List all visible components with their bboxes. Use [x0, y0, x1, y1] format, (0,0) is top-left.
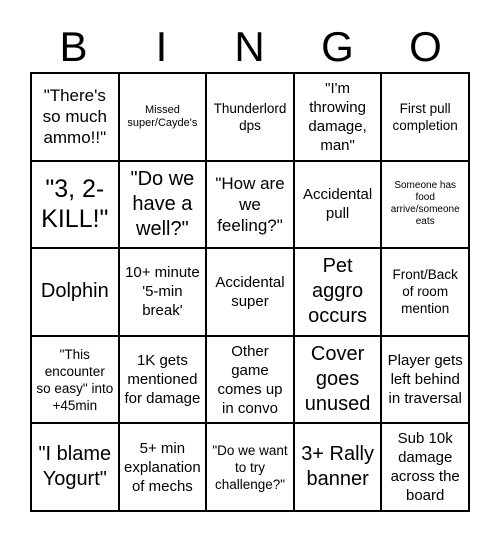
bingo-cell[interactable]: Thunderlord dps: [206, 73, 294, 161]
bingo-cell[interactable]: "There's so much ammo!!": [31, 73, 119, 161]
bingo-cell[interactable]: Cover goes unused: [294, 336, 382, 424]
bingo-cell[interactable]: Accidental pull: [294, 161, 382, 249]
header-letter-g: G: [321, 23, 355, 70]
bingo-cell[interactable]: "This encounter so easy" into +45min: [31, 336, 119, 424]
header-letter-b: B: [59, 23, 89, 70]
bingo-card-grid: [30, 72, 470, 512]
bingo-cell[interactable]: Other game comes up in convo: [206, 336, 294, 424]
bingo-cell[interactable]: Player gets left behind in traversal: [381, 336, 469, 424]
bingo-cell[interactable]: 1K gets mentioned for damage: [119, 336, 207, 424]
header-letter-i: I: [155, 23, 169, 70]
bingo-cell[interactable]: Front/Back of room mention: [381, 248, 469, 336]
bingo-cell[interactable]: "Do we want to try challenge?": [206, 423, 294, 511]
bingo-cell[interactable]: First pull completion: [381, 73, 469, 161]
bingo-cell[interactable]: "3, 2- KILL!": [31, 161, 119, 249]
bingo-header: [30, 22, 472, 72]
bingo-cell[interactable]: Accidental super: [206, 248, 294, 336]
bingo-cell[interactable]: 5+ min explanation of mechs: [119, 423, 207, 511]
bingo-cell[interactable]: "I'm throwing damage, man": [294, 73, 382, 161]
header-letter-n: N: [234, 23, 266, 70]
bingo-cell[interactable]: Missed super/Cayde's: [119, 73, 207, 161]
header-letter-o: O: [409, 23, 443, 70]
bingo-cell[interactable]: Pet aggro occurs: [294, 248, 382, 336]
bingo-cell[interactable]: "Do we have a well?": [119, 161, 207, 249]
bingo-cell[interactable]: "I blame Yogurt": [31, 423, 119, 511]
bingo-cell[interactable]: "How are we feeling?": [206, 161, 294, 249]
bingo-cell[interactable]: Dolphin: [31, 248, 119, 336]
bingo-cell[interactable]: Someone has food arrive/someone eats: [381, 161, 469, 249]
bingo-cell[interactable]: 10+ minute '5-min break': [119, 248, 207, 336]
bingo-cell[interactable]: Sub 10k damage across the board: [381, 423, 469, 511]
bingo-cell[interactable]: 3+ Rally banner: [294, 423, 382, 511]
